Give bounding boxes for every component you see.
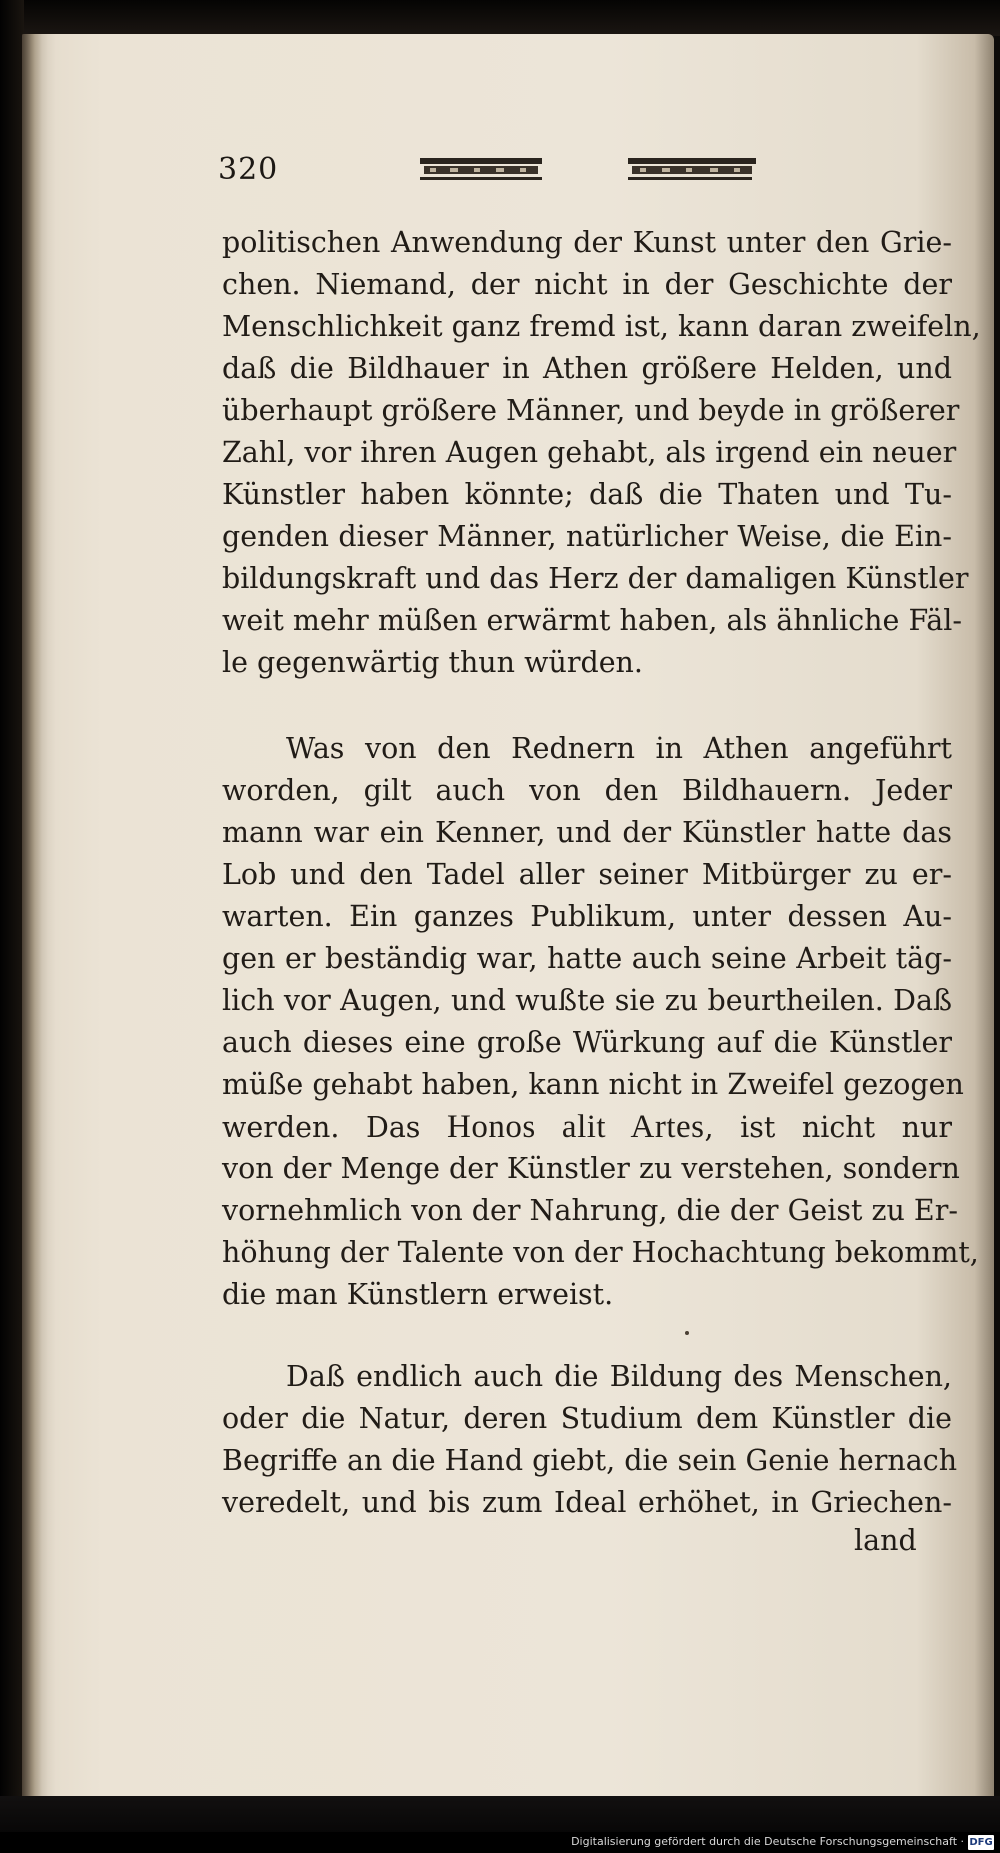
- latin-quote: Honos alit Artes: [447, 1109, 705, 1145]
- paragraph-2: [222, 728, 979, 1316]
- text-line: bildungskraft und das Herz der damaligen Künstler: [222, 562, 969, 595]
- text-line: daß die Bildhauer in Athen größere Helden, und: [222, 352, 952, 385]
- digitization-credit: Digitalisierung gefördert durch die Deutsche Forschungsgemeinschaft ·: [571, 1835, 964, 1848]
- paragraph-1: [222, 222, 981, 684]
- text-line: weit mehr müßen erwärmt haben, als ähnliche Fäl-: [222, 604, 963, 637]
- text-line: Menschlichkeit ganz fremd ist, kann daran zweifeln,: [222, 310, 981, 343]
- header-ornament-left: [420, 156, 542, 182]
- bottom-shadow: [0, 1796, 1000, 1836]
- text-line: worden, gilt auch von den Bildhauern. Jeder: [222, 774, 952, 807]
- footer-bar: [0, 1832, 1000, 1853]
- text-line: Künstler haben könnte; daß die Thaten und Tu-: [222, 478, 952, 511]
- text-line: warten. Ein ganzes Publikum, unter dessen Au-: [222, 900, 952, 933]
- text-line: höhung der Talente von der Hochachtung bekommt,: [222, 1236, 979, 1269]
- page-number: 320: [218, 152, 279, 187]
- text-line: oder die Natur, deren Studium dem Künstler die: [222, 1402, 952, 1435]
- catchword: land: [854, 1524, 917, 1557]
- text-line: von der Menge der Künstler zu verstehen, sondern: [222, 1152, 960, 1185]
- text-line: genden dieser Männer, natürlicher Weise, die Ein-: [222, 520, 952, 553]
- paragraph-3: [222, 1356, 958, 1524]
- top-shadow: [0, 0, 1000, 36]
- left-shadow: [0, 0, 24, 1853]
- text-line: Was von den Rednern in Athen angeführt: [286, 732, 952, 765]
- text-line: lich vor Augen, und wußte sie zu beurtheilen. Daß: [222, 984, 952, 1017]
- text-fragment: , ist nicht nur: [704, 1111, 952, 1144]
- text-fragment: werden. Das: [222, 1111, 421, 1144]
- text-line: vornehmlich von der Nahrung, die der Geist zu Er-: [222, 1194, 958, 1227]
- text-line: Daß endlich auch die Bildung des Menschen,: [286, 1360, 952, 1393]
- ink-speck: [685, 1331, 689, 1335]
- text-line: le gegenwärtig thun würden.: [222, 646, 643, 679]
- text-line: Lob und den Tadel aller seiner Mitbürger zu er-: [222, 858, 952, 891]
- text-line: Begriffe an die Hand giebt, die sein Genie hernach: [222, 1444, 958, 1477]
- text-line: veredelt, und bis zum Ideal erhöhet, in Griechen-: [222, 1486, 952, 1519]
- text-line: auch dieses eine große Würkung auf die Künstler: [222, 1026, 952, 1059]
- text-line: chen. Niemand, der nicht in der Geschichte der: [222, 268, 952, 301]
- page-gutter-edge: [22, 34, 48, 1802]
- text-line-with-latin: [222, 1106, 952, 1148]
- text-line: müße gehabt haben, kann nicht in Zweifel gezogen: [222, 1068, 964, 1101]
- header-ornament-right: [628, 156, 756, 182]
- text-line: Zahl, vor ihren Augen gehabt, als irgend ein neuer: [222, 436, 957, 469]
- dfg-logo: DFG: [969, 1837, 993, 1848]
- text-line: überhaupt größere Männer, und beyde in größerer: [222, 394, 960, 427]
- text-line: gen er beständig war, hatte auch seine Arbeit täg-: [222, 942, 952, 975]
- text-line: politischen Anwendung der Kunst unter den Grie-: [222, 226, 952, 259]
- text-line: mann war ein Kenner, und der Künstler hatte das: [222, 816, 952, 849]
- text-line: die man Künstlern erweist.: [222, 1278, 614, 1311]
